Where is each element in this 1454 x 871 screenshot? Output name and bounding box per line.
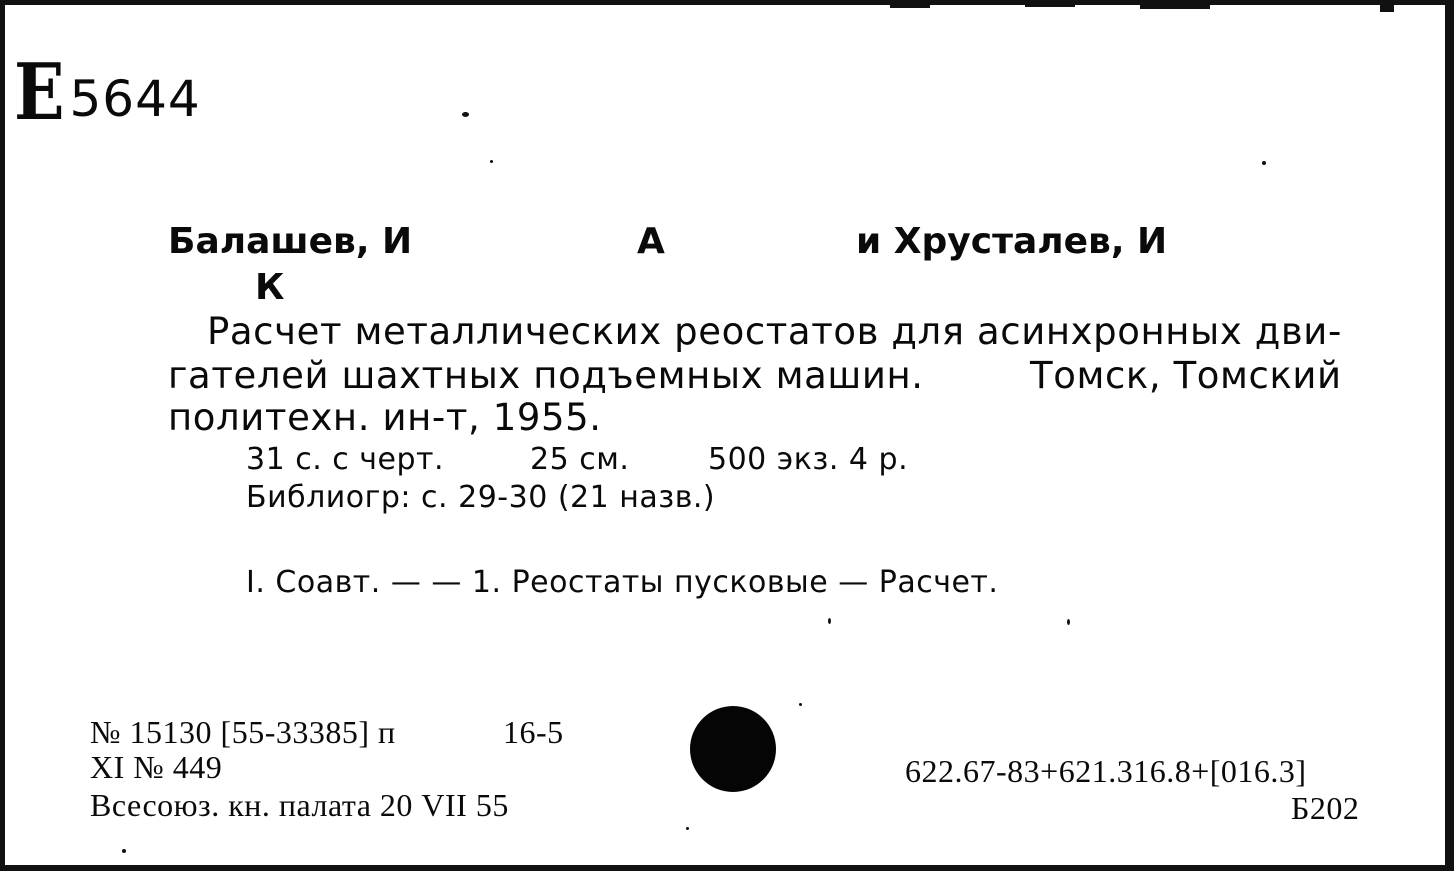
scan-edge-top	[0, 0, 1454, 5]
scan-speck	[122, 849, 126, 853]
scan-edge-mark	[1025, 0, 1075, 7]
collation-size: 25 см.	[530, 442, 630, 477]
author-primary-initial: К	[255, 267, 285, 308]
scan-speck	[1067, 619, 1070, 625]
udc-classification: 622.67-83+621.316.8+[016.3]	[905, 753, 1307, 789]
catalog-code: Б202	[1291, 790, 1360, 826]
scan-edge-mark	[1140, 0, 1210, 9]
card-punch-hole	[690, 706, 776, 792]
scan-speck	[462, 112, 469, 117]
tracings: I. Соавт. — — 1. Реостаты пусковые — Расчет.	[246, 565, 999, 600]
title-line-1: Расчет металлических реостатов для асинхронных дви-	[207, 310, 1342, 353]
scan-edge-left	[0, 0, 5, 871]
scan-speck	[490, 160, 493, 163]
imprint-line: политехн. ин-т, 1955.	[168, 396, 602, 439]
card-number-suffix: 16-5	[503, 714, 564, 750]
card-number: № 15130 [55-33385] п	[90, 714, 396, 750]
shelfmark-number: 5644	[69, 70, 201, 128]
scan-edge-bottom	[0, 865, 1454, 871]
shelfmark-stamp: Е	[14, 47, 63, 138]
scan-speck	[828, 618, 831, 624]
scan-speck	[799, 703, 802, 706]
collation-pages: 31 с. с черт.	[246, 442, 445, 477]
title-line-2: гателей шахтных подъемных машин.	[168, 354, 924, 397]
author-middle-initial: А	[637, 221, 665, 262]
shelfmark	[14, 47, 201, 138]
scan-speck	[686, 827, 689, 830]
book-chamber-line: Всесоюз. кн. палата 20 VII 55	[90, 787, 509, 823]
author-secondary: и Хрусталев, И	[856, 221, 1168, 262]
bibliography-note: Библиогр: с. 29-30 (21 назв.)	[246, 480, 716, 515]
scan-edge-mark	[890, 0, 930, 8]
author-primary: Балашев, И	[168, 221, 413, 262]
scan-edge-mark	[1380, 0, 1394, 12]
series-number: XI № 449	[90, 749, 223, 785]
scan-speck	[1262, 161, 1266, 165]
scan-edge-right	[1445, 0, 1454, 871]
collation-copies: 500 экз. 4 р.	[708, 442, 909, 477]
imprint-place: Томск, Томский	[1030, 354, 1342, 397]
